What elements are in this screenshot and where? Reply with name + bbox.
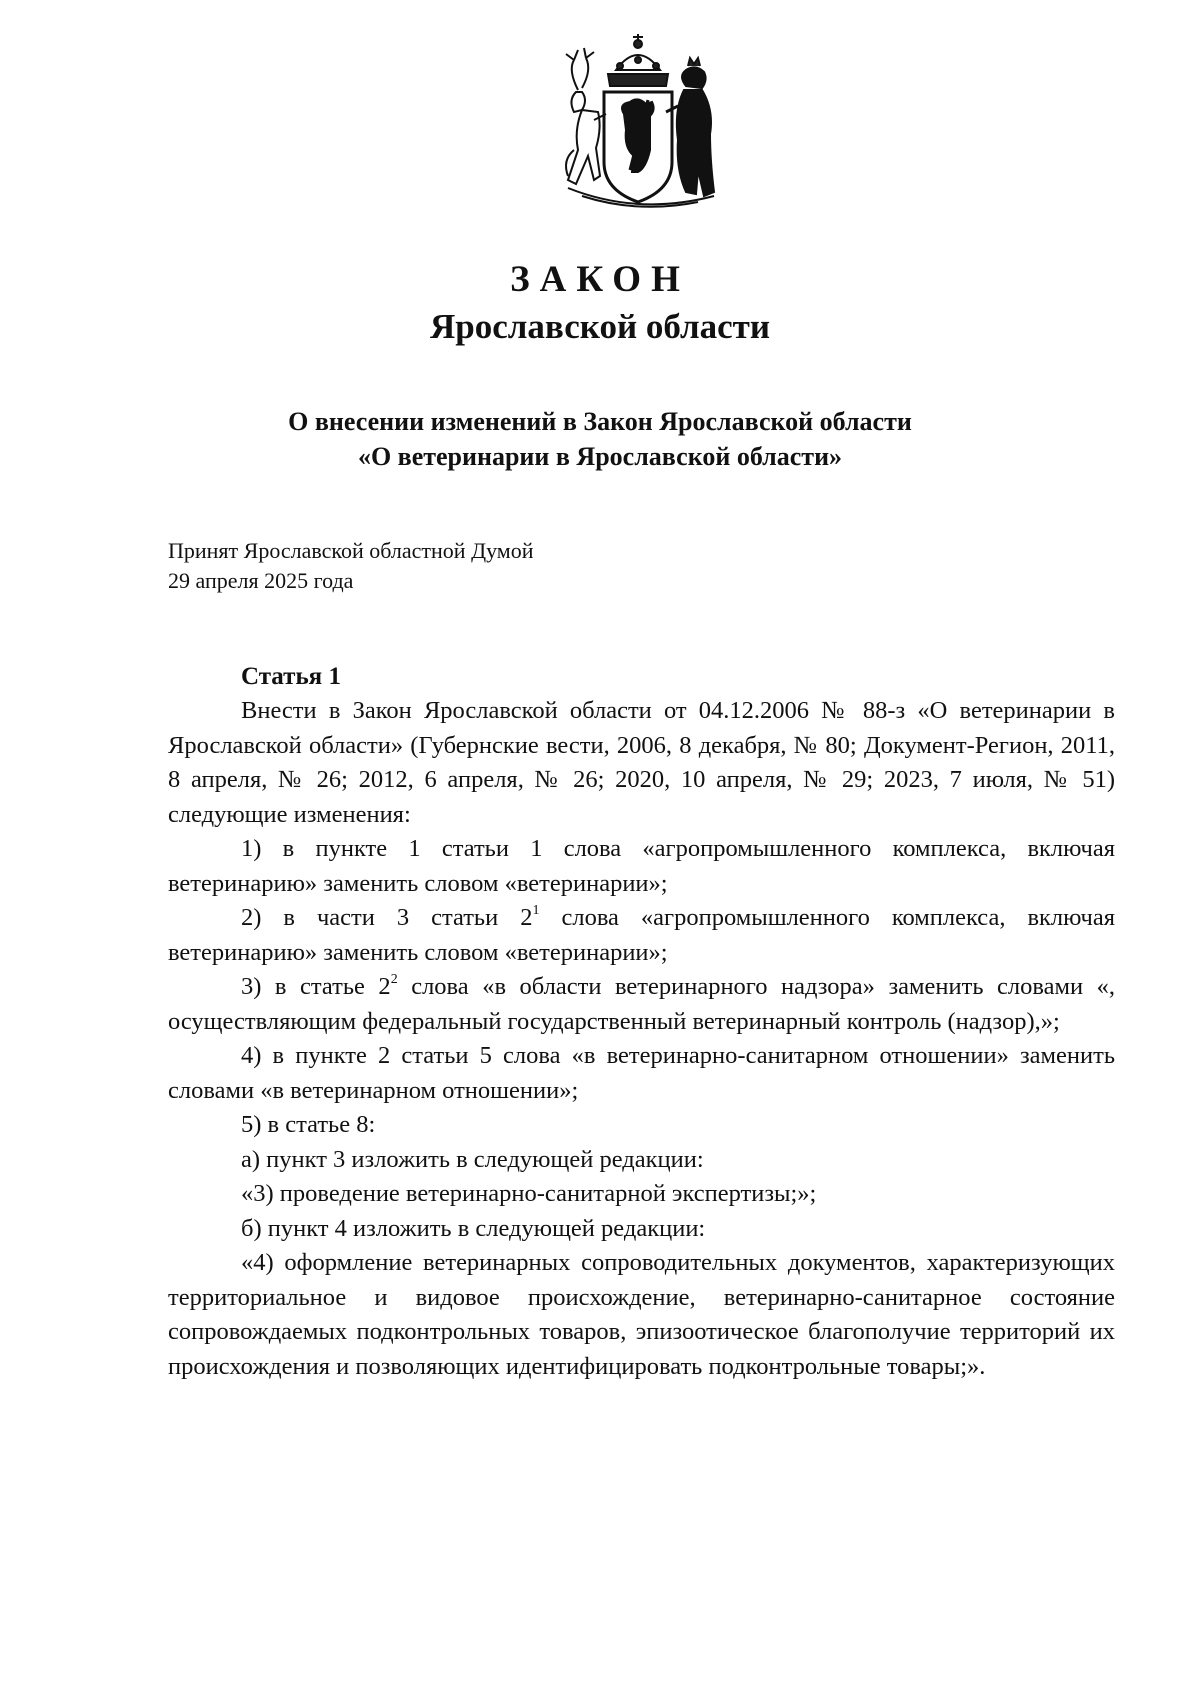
article-heading: Статья 1 xyxy=(241,663,341,690)
adoption-body: Принят Ярославской областной Думой xyxy=(168,538,534,563)
article-intro: Внести в Закон Ярославской области от 04.12.2006 № 88-з «О ветеринарии в Ярославской области» (Губернские вести, 2006, 8 декабря, № 80; Документ-Регион, 2011, 8 апреля, № 26; 2012, 6 апреля, № 26; 2020, 10 апреля, № 29; 2023, 7 июля, № 51) следующие изменения: xyxy=(168,697,1115,828)
amendment-item-5a: а) пункт 3 изложить в следующей редакции: xyxy=(241,1145,704,1173)
law-subject-line: «О ветеринарии в Ярославской области» xyxy=(357,442,843,471)
item-text: 3) в статье 2 xyxy=(241,973,391,1000)
amendment-item-3 xyxy=(168,970,1115,1039)
law-region: Ярославской области xyxy=(429,307,771,346)
law-subject xyxy=(0,404,1200,474)
adoption-date: 29 апреля 2025 года xyxy=(168,568,354,593)
item-text: слова «агропромышленного комплекса, включая ветеринарию» заменить словом «ветеринарии»; xyxy=(168,904,1115,966)
item-text: слова «в области ветеринарного надзора» заменить словами «, осуществляющим федеральный государственный ветеринарный контроль (надзор),»; xyxy=(168,973,1115,1035)
superscript: 2 xyxy=(390,971,398,987)
amendment-item-1: 1) в пункте 1 статьи 1 слова «агропромышленного комплекса, включая ветеринарию» заменить словом «ветеринарии»; xyxy=(168,835,1115,897)
superscript: 1 xyxy=(532,902,540,918)
law-title: ЗАКОН xyxy=(510,259,690,300)
amendment-item-5a-text: «3) проведение ветеринарно-санитарной экспертизы;»; xyxy=(241,1180,817,1207)
coat-of-arms-emblem xyxy=(538,30,738,220)
amendment-item-4: 4) в пункте 2 статьи 5 слова «в ветеринарно-санитарном отношении» заменить словами «в ветеринарном отношении»; xyxy=(168,1042,1115,1104)
law-subject-line: О внесении изменений в Закон Ярославской области xyxy=(288,407,912,436)
amendment-item-2 xyxy=(168,901,1115,970)
adoption-note xyxy=(168,536,534,596)
amendment-item-5: 5) в статье 8: xyxy=(241,1111,376,1138)
item-text: 2) в части 3 статьи 2 xyxy=(241,904,533,931)
amendment-item-5b-text: «4) оформление ветеринарных сопроводительных документов, характеризующих территориальное и видовое происхождение, ветеринарно-санитарное состояние сопровождаемых подконтрольных товаров, эпизоотическое благополучие территорий их происхождения и позволяющих идентифицировать подконтрольные товары;». xyxy=(168,1249,1115,1380)
amendment-item-5b: б) пункт 4 изложить в следующей редакции: xyxy=(241,1214,706,1242)
article-body xyxy=(168,694,1115,1384)
